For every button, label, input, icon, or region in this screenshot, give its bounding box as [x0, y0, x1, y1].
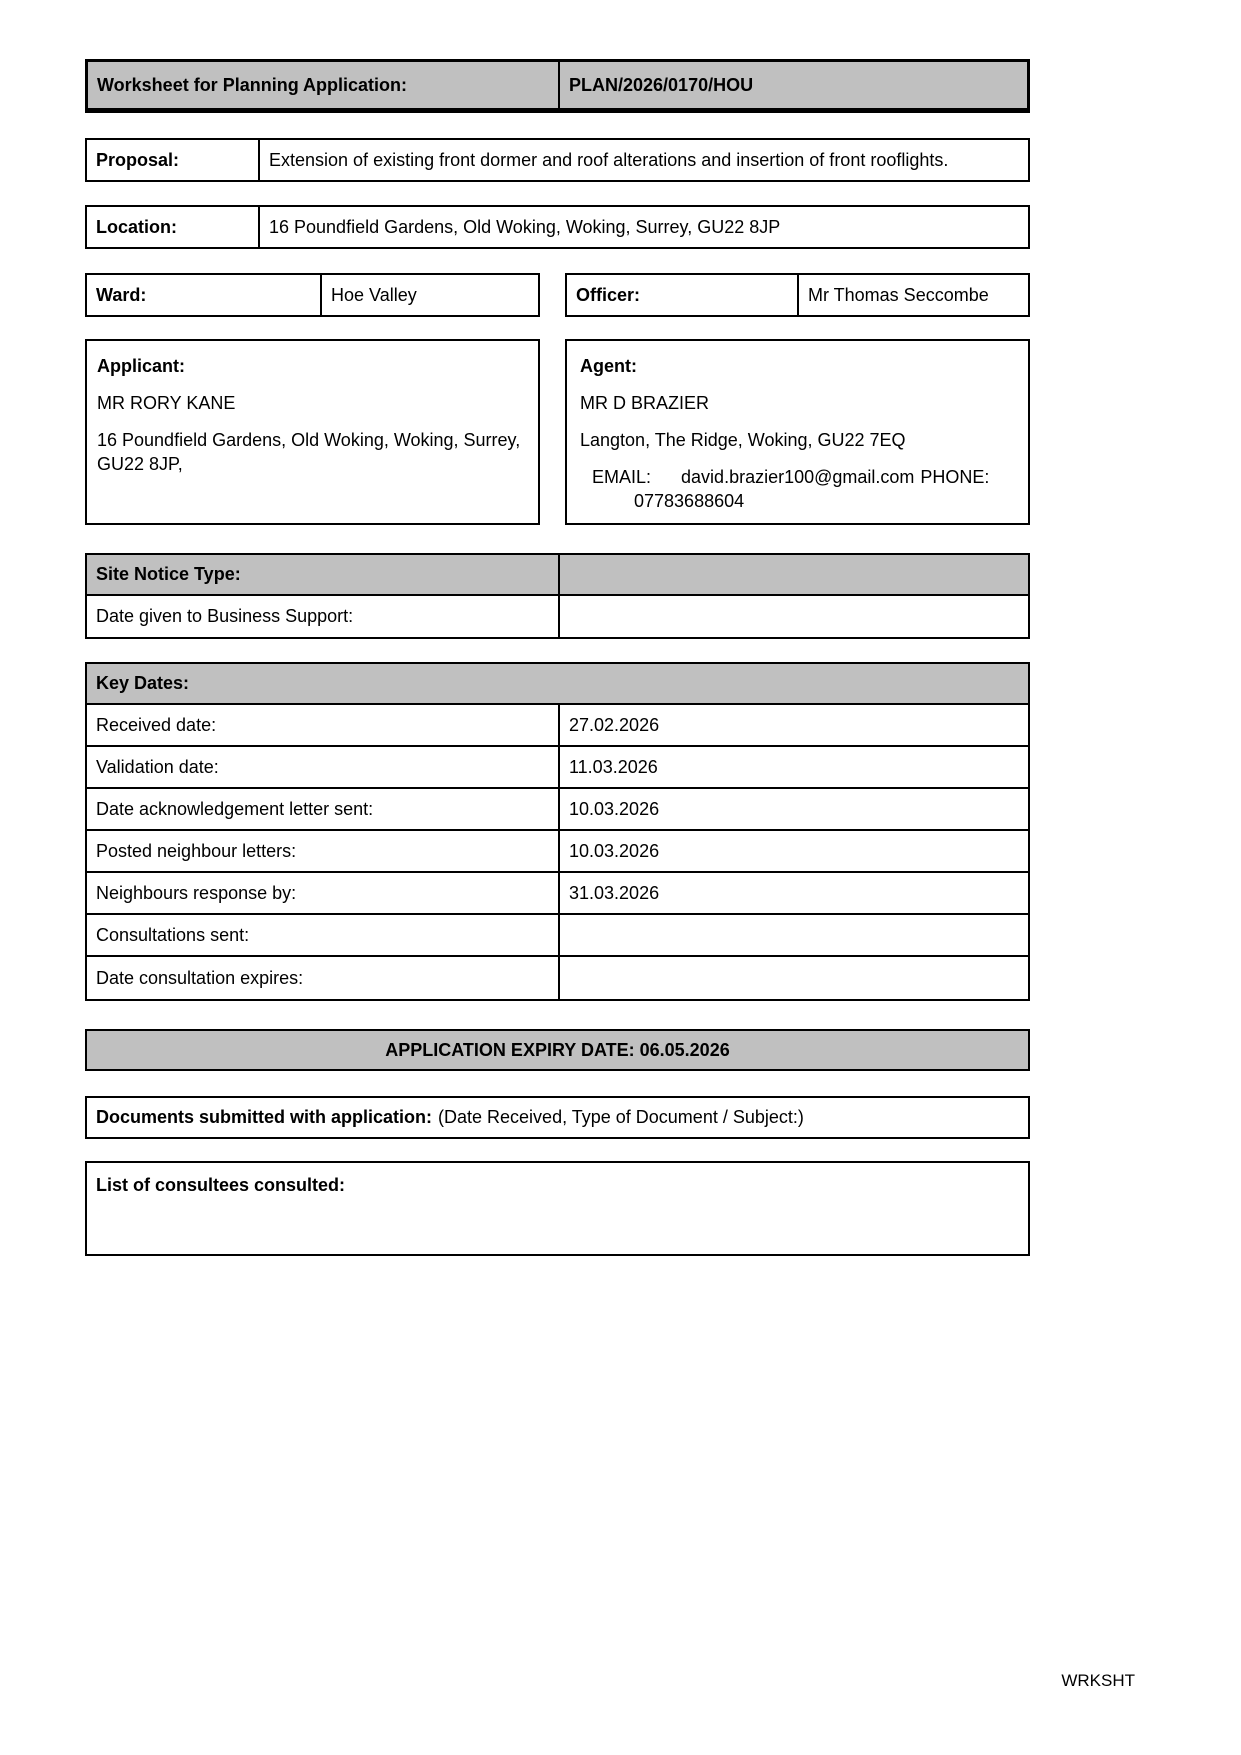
ward-value: Hoe Valley [331, 284, 417, 305]
consultees-label: List of consultees consulted: [96, 1175, 346, 1195]
received-date-label: Received date: [87, 705, 560, 745]
applicant-address: 16 Poundfield Gardens, Old Woking, Woking, Surrey, GU22 8JP, [97, 430, 521, 474]
agent-contact [580, 465, 1018, 513]
table-row [87, 915, 1028, 957]
table-row [87, 596, 1028, 637]
page-footer-code: WRKSHT [1061, 1671, 1135, 1690]
agent-email: david.brazier100@gmail.com [681, 467, 915, 487]
application-expiry-bar: APPLICATION EXPIRY DATE: 06.05.2026 [85, 1029, 1030, 1071]
acknowledgement-letter-value: 10.03.2026 [569, 798, 660, 819]
proposal-row [85, 138, 1030, 182]
applicant-label: Applicant: [97, 356, 185, 376]
consultees-box [85, 1161, 1030, 1256]
table-row [87, 957, 1028, 999]
received-date-value: 27.02.2026 [569, 714, 660, 735]
ward-box [85, 273, 540, 317]
application-reference-cell [560, 62, 1027, 108]
proposal-label: Proposal: [87, 140, 260, 180]
applicant-box [85, 339, 540, 525]
officer-box [565, 273, 1030, 317]
site-notice-header-value [560, 555, 1028, 594]
agent-name: MR D BRAZIER [580, 393, 710, 413]
worksheet-title: Worksheet for Planning Application: [97, 74, 408, 95]
location-label: Location: [87, 207, 260, 247]
neighbour-letters-label: Posted neighbour letters: [87, 831, 560, 871]
agent-box [565, 339, 1030, 525]
acknowledgement-letter-label: Date acknowledgement letter sent: [87, 789, 560, 829]
table-row [87, 873, 1028, 915]
agent-phone-label: PHONE: [920, 467, 990, 487]
ward-label: Ward: [87, 275, 322, 315]
table-row [87, 705, 1028, 747]
consultation-expires-label: Date consultation expires: [87, 957, 560, 999]
documents-label: Documents submitted with application: [96, 1107, 433, 1127]
agent-address: Langton, The Ridge, Woking, GU22 7EQ [580, 430, 906, 450]
site-notice-header-label: Site Notice Type: [87, 555, 560, 594]
agent-email-label: EMAIL: [592, 467, 652, 487]
location-value: 16 Poundfield Gardens, Old Woking, Woking, Surrey, GU22 8JP [269, 216, 781, 237]
neighbours-response-label: Neighbours response by: [87, 873, 560, 913]
officer-value: Mr Thomas Seccombe [808, 284, 989, 305]
business-support-value [560, 596, 1028, 637]
consultation-expires-value [560, 957, 1028, 999]
table-row [87, 789, 1028, 831]
parties-row [85, 339, 1030, 525]
agent-label: Agent: [580, 356, 637, 376]
business-support-label: Date given to Business Support: [87, 596, 560, 637]
documents-box [85, 1096, 1030, 1139]
worksheet-title-cell [88, 62, 560, 108]
key-dates-table [85, 662, 1030, 1001]
key-dates-header: Key Dates: [87, 664, 1028, 705]
officer-label: Officer: [567, 275, 799, 315]
location-row [85, 205, 1030, 249]
proposal-value: Extension of existing front dormer and roof alterations and insertion of front rooflights. [269, 149, 949, 170]
validation-date-label: Validation date: [87, 747, 560, 787]
site-notice-table [85, 553, 1030, 639]
worksheet-title-bar [85, 59, 1030, 113]
consultations-sent-value [560, 915, 1028, 955]
ward-officer-row [85, 273, 1030, 317]
table-row [87, 747, 1028, 789]
applicant-name: MR RORY KANE [97, 393, 236, 413]
application-reference: PLAN/2026/0170/HOU [569, 74, 754, 95]
consultations-sent-label: Consultations sent: [87, 915, 560, 955]
worksheet-page [85, 0, 1030, 1256]
agent-phone: 07783688604 [634, 491, 745, 511]
neighbours-response-value: 31.03.2026 [569, 882, 660, 903]
table-row [87, 831, 1028, 873]
validation-date-value: 11.03.2026 [569, 756, 658, 777]
neighbour-letters-value: 10.03.2026 [569, 840, 660, 861]
documents-hint: (Date Received, Type of Document / Subject:) [438, 1107, 804, 1127]
site-notice-header-row [87, 555, 1028, 596]
